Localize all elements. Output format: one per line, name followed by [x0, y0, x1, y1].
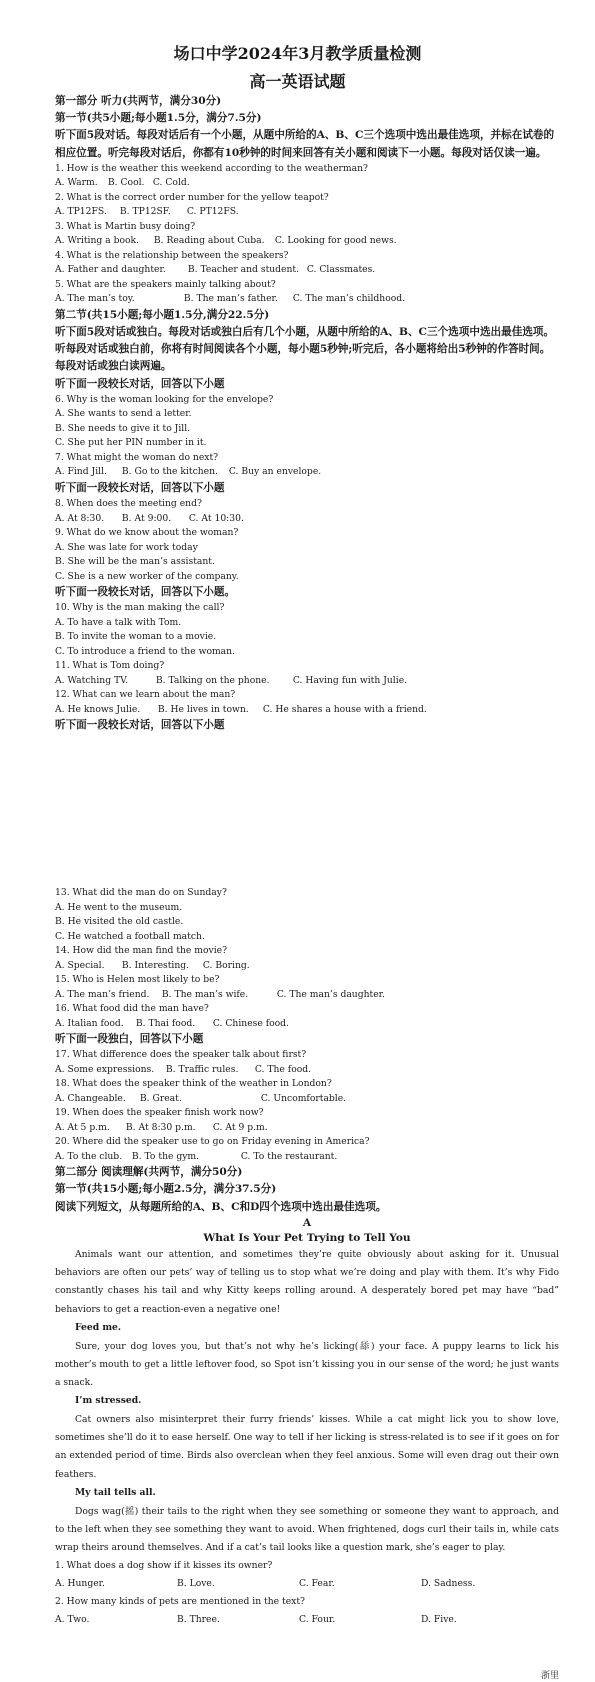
option: A. The man’s toy. [55, 293, 135, 305]
question-19: 19. When does the speaker finish work now? [55, 1107, 264, 1119]
option: A. To have a talk with Tom. [55, 616, 182, 628]
option: C. Having fun with Julie. [292, 674, 408, 686]
option: B. She will be the man’s assistant. [55, 556, 215, 568]
question-8: 8. When does the meeting end? [55, 498, 202, 510]
option: A. He went to the museum. [55, 901, 183, 913]
option: B. Teacher and student. [187, 264, 300, 276]
option: A. She was late for work today [55, 541, 198, 553]
option: A. Father and daughter. [55, 264, 166, 276]
options-20 [55, 1150, 559, 1165]
option: B. At 8:30 p.m. [125, 1121, 196, 1133]
option: C. Boring. [202, 959, 250, 971]
question-10: 10. Why is the man making the call? [55, 602, 225, 614]
option: A. At 5 p.m. [55, 1121, 110, 1133]
reading-question-1: 1. What does a dog show if it kisses its owner? [55, 1560, 273, 1572]
passage-subheading: My tail tells all. [75, 1487, 156, 1499]
passage-letter: A [302, 1216, 312, 1229]
options-3 [55, 234, 559, 249]
option: A. Special. [55, 959, 105, 971]
option: B. At 9:00. [121, 512, 172, 524]
options-15 [55, 988, 559, 1003]
option: A. Watching TV. [55, 674, 129, 686]
option: C. Fear. [299, 1578, 335, 1590]
passage-paragraph: Sure, your dog loves you, but that’s not why he’s licking(舔) your face. A puppy learns to lick his mother’s mouth to get a little leftover food, so Spot isn’t kissing you in our sense of the word; he just wants a snack. [55, 1340, 559, 1389]
footer-mark: 浙里 [540, 1671, 559, 1681]
section2-instructions: 听下面5段对话或独白。每段对话或独白后有几个小题，从题中所给的A、B、C三个选项中选出最佳选项。听每段对话或独白前，你将有时间阅读各个小题，每小题5秒钟;听完后，各小题将给出5秒钟的作答时间。每段对话或独白读两遍。 [55, 326, 555, 373]
option: B. Three. [177, 1614, 220, 1626]
exam-subtitle: 高一英语试题 [249, 72, 346, 91]
exam-title: 场口中学2024年3月教学质量检测 [173, 44, 422, 63]
option: C. At 9 p.m. [212, 1121, 268, 1133]
passage-paragraph: Animals want our attention, and sometimes they’re quite obviously about asking for it. Unusual behaviors are often our pets’ way of telling us to stop what we’re doing and play with them. It’s why Fido constantly chases his tail and why Kitty keeps rolling around. A desperately bored pet may have “bad” behaviors to get a reaction-even a negative one! [55, 1248, 559, 1315]
option: C. She put her PIN number in it. [55, 437, 207, 449]
options-19 [55, 1121, 559, 1136]
passage-title: What Is Your Pet Trying to Tell You [203, 1231, 411, 1244]
option: B. Interesting. [121, 959, 190, 971]
option: C. The man’s daughter. [276, 988, 385, 1000]
question-3: 3. What is Martin busy doing? [55, 220, 196, 232]
section1-heading: 第一节(共5小题;每小题1.5分，满分7.5分) [55, 112, 262, 125]
option: D. Five. [421, 1614, 457, 1626]
option: A. Find Jill. [55, 466, 107, 478]
question-17: 17. What difference does the speaker talk about first? [55, 1049, 307, 1061]
option: B. He visited the old castle. [55, 916, 184, 927]
part2-instructions: 阅读下列短文，从每题所给的A、B、C和D四个选项中选出最佳选项。 [55, 1200, 387, 1213]
options-12 [55, 703, 559, 718]
option: A. He knows Julie. [55, 703, 141, 715]
options-16 [55, 1017, 559, 1032]
passage-paragraph: Dogs wag(摇) their tails to the right when they see something or someone they want to approach, and to the left when they see something they want to avoid. When frightened, dogs curl their tails in, while cats wrap theirs around themselves. And if a cat’s tail looks like a question mark, she’s eager to play. [55, 1505, 559, 1554]
question-14: 14. How did the man find the movie? [55, 945, 228, 956]
question-15: 15. Who is Helen most likely to be? [55, 974, 220, 985]
options-4 [55, 263, 559, 278]
group-heading: 听下面一段较长对话，回答以下小题 [55, 481, 225, 494]
reading-question-2: 2. How many kinds of pets are mentioned in the text? [55, 1596, 305, 1608]
part1-heading: 第一部分 听力(共两节，满分30分) [55, 95, 222, 107]
option: C. Four. [299, 1614, 336, 1626]
options-14 [55, 959, 559, 974]
options-1 [55, 176, 559, 191]
question-1: 1. How is the weather this weekend according to the weatherman? [55, 162, 368, 174]
question-13: 13. What did the man do on Sunday? [55, 887, 227, 898]
option: D. Sadness. [421, 1578, 476, 1590]
option: B. Love. [177, 1578, 215, 1590]
option: B. He lives in town. [157, 703, 249, 715]
listening-part-1-continued [55, 886, 559, 1629]
option: B. Reading about Cuba. [153, 235, 265, 247]
option: C. PT12FS. [186, 206, 239, 218]
option: C. To the restaurant. [240, 1150, 338, 1162]
option: A. Writing a book. [55, 235, 140, 247]
options-5 [55, 292, 559, 307]
options-8 [55, 512, 559, 527]
option: B. Talking on the phone. [155, 674, 270, 686]
option: B. To invite the woman to a movie. [55, 631, 217, 643]
options-7 [55, 465, 559, 480]
option: C. Chinese food. [212, 1017, 289, 1029]
option: A. TP12FS. [55, 206, 107, 218]
option: C. He watched a football match. [55, 930, 205, 942]
option: C. Uncomfortable. [260, 1092, 347, 1104]
option: B. The man’s father. [183, 293, 278, 305]
question-18: 18. What does the speaker think of the weather in London? [55, 1078, 332, 1090]
options-2 [55, 205, 559, 220]
option: C. Looking for good news. [274, 235, 397, 247]
part2-section1-heading: 第一节(共15小题;每小题2.5分，满分37.5分) [55, 1183, 277, 1196]
passage-subheading: I’m stressed. [75, 1395, 142, 1407]
passage-subheading: Feed me. [75, 1322, 122, 1333]
question-7: 7. What might the woman do next? [55, 451, 219, 463]
question-16: 16. What food did the man have? [55, 1003, 209, 1014]
option: A. The man’s friend. [55, 988, 150, 1000]
option: C. She is a new worker of the company. [55, 570, 239, 582]
option: C. Cold. [152, 177, 190, 189]
question-12: 12. What can we learn about the man? [55, 689, 236, 701]
option: A. Two. [55, 1614, 90, 1626]
listening-part-1 [55, 93, 559, 734]
question-20: 20. Where did the speaker use to go on Friday evening in America? [55, 1136, 370, 1148]
question-11: 11. What is Tom doing? [55, 660, 165, 672]
option: C. The man’s childhood. [292, 293, 406, 305]
question-4: 4. What is the relationship between the speakers? [55, 249, 289, 261]
option: C. He shares a house with a friend. [262, 703, 427, 715]
option: B. To the gym. [131, 1150, 200, 1162]
group-heading: 听下面一段独白，回答以下小题 [55, 1033, 204, 1045]
option: B. She needs to give it to Jill. [55, 422, 191, 434]
question-6: 6. Why is the woman looking for the envelope? [55, 393, 274, 405]
option: B. The man’s wife. [161, 988, 249, 1000]
section2-heading: 第二节(共15小题;每小题1.5分,满分22.5分) [55, 308, 270, 321]
part2-heading: 第二部分 阅读理解(共两节，满分50分) [55, 1166, 243, 1179]
option: C. Classmates. [306, 264, 376, 276]
question-2: 2. What is the correct order number for the yellow teapot? [55, 191, 329, 203]
option: A. Changeable. [55, 1092, 126, 1104]
option: C. The food. [254, 1063, 312, 1075]
option: C. Buy an envelope. [228, 466, 322, 478]
option: A. She wants to send a letter. [55, 408, 192, 420]
options-11 [55, 674, 559, 689]
option: A. Some expressions. [55, 1063, 155, 1075]
option: B. Great. [139, 1092, 182, 1104]
option: B. Go to the kitchen. [121, 466, 218, 478]
option: B. Traffic rules. [165, 1063, 239, 1075]
options-17 [55, 1063, 559, 1078]
option: C. At 10:30. [188, 512, 244, 524]
group-heading: 听下面一段较长对话，回答以下小题。 [55, 586, 236, 599]
group-heading: 听下面一段较长对话，回答以下小题 [55, 377, 225, 390]
group-heading: 听下面一段较长对话，回答以下小题 [55, 719, 225, 732]
options-18 [55, 1092, 559, 1107]
question-5: 5. What are the speakers mainly talking about? [55, 278, 276, 290]
reading-options-1 [55, 1575, 559, 1593]
option: C. To introduce a friend to the woman. [55, 645, 235, 657]
option: B. TP12SF. [119, 206, 171, 218]
option: B. Thai food. [135, 1017, 196, 1029]
reading-options-2 [55, 1611, 559, 1629]
passage-paragraph: Cat owners also misinterpret their furry friends’ kisses. While a cat might lick you to show love, sometimes she’ll do it to ease herself. One way to tell if her licking is stress-related is to see if it goes on for an extended period of time. Birds also overclean when they feel anxious. Some will even drag out their own feathers. [55, 1413, 559, 1480]
question-9: 9. What do we know about the woman? [55, 527, 239, 539]
option: A. Italian food. [55, 1017, 124, 1029]
option: A. To the club. [55, 1150, 123, 1162]
option: A. At 8:30. [55, 512, 105, 524]
option: A. Hunger. [55, 1578, 105, 1590]
option: A. Warm. [55, 177, 98, 189]
section1-instructions: 听下面5段对话。每段对话后有一个小题，从题中所给的A、B、C三个选项中选出最佳选项，并标在试卷的相应位置。听完每段对话后，你都有10秒钟的时间来回答有关小题和阅读下一小题。每段对话仅读一遍。 [55, 129, 555, 159]
option: B. Cool. [107, 177, 145, 189]
